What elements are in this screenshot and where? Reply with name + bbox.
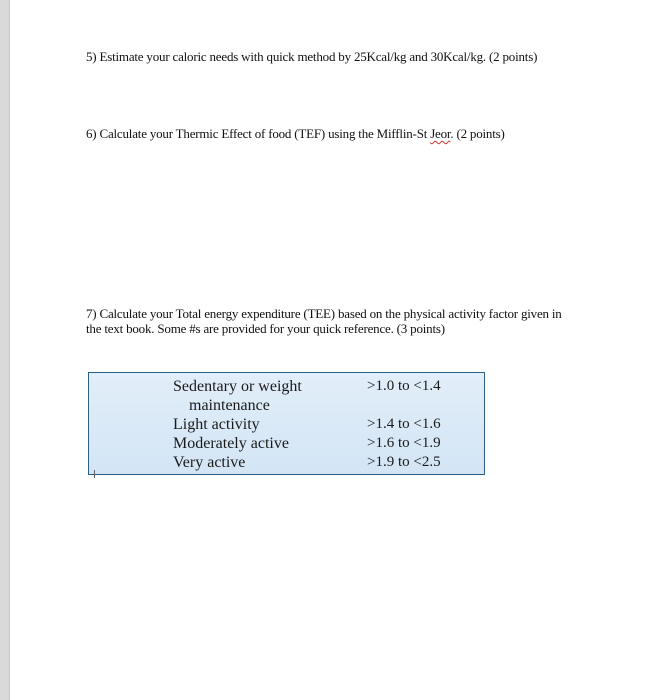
spellcheck-flagged-word[interactable]: Jeor [430,126,451,141]
activity-range: >1.0 to <1.4 [367,378,441,394]
activity-range: >1.4 to <1.6 [367,416,441,432]
table-row [89,434,484,453]
table-row [89,396,484,415]
activity-range: >1.9 to <2.5 [367,454,441,470]
question-6 [86,126,505,141]
activity-label: Light activity [173,416,260,433]
activity-range: >1.6 to <1.9 [367,435,441,451]
table-row [89,415,484,434]
table-row [89,453,484,472]
activity-label: Very active [173,454,246,471]
activity-label: Moderately active [173,435,289,452]
question-6-text-start: 6) Calculate your Thermic Effect of food (TEF) using the Mifflin-St [86,126,431,141]
question-7-line-1: 7) Calculate your Total energy expenditure (TEE) based on the physical activity factor given in [86,306,562,321]
document-page [10,0,658,700]
activity-label: Sedentary or weight [173,378,302,395]
question-6-text-end: . (2 points) [450,126,505,141]
question-7 [86,306,562,336]
activity-label: maintenance [189,397,270,414]
text-cursor-mark [94,470,98,478]
activity-factor-table [88,372,485,475]
table-row [89,377,484,396]
question-5 [86,49,537,64]
question-7-line-2: the text book. Some #s are provided for your quick reference. (3 points) [86,321,445,336]
window-left-gutter [0,0,10,700]
question-5-text: 5) Estimate your caloric needs with quick method by 25Kcal/kg and 30Kcal/kg. (2 points) [86,49,538,64]
